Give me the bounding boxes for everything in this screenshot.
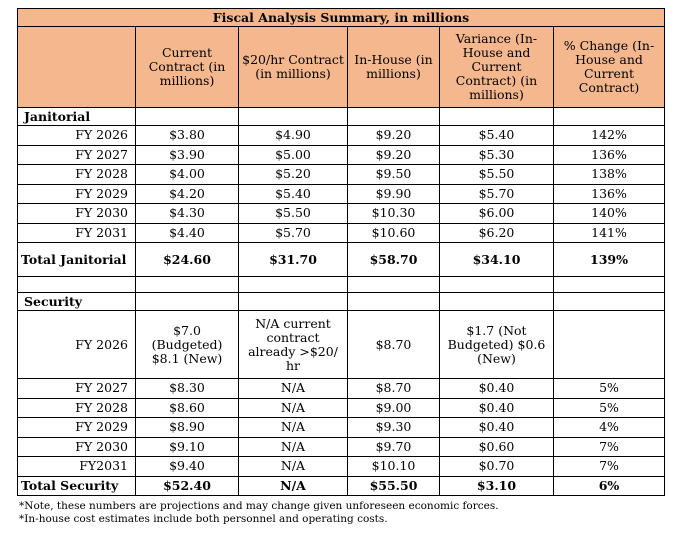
header-cell — [18, 27, 136, 108]
table-cell: $3.10 — [440, 476, 554, 496]
table-cell: $4.20 — [136, 184, 239, 204]
table-cell: $9.10 — [136, 437, 239, 457]
row-label: FY 2027 — [18, 145, 136, 165]
table-cell: 138% — [554, 165, 665, 185]
janitorial-row — [18, 184, 665, 204]
table-cell: N/A — [239, 418, 348, 438]
section-label: Security — [18, 293, 136, 311]
table-cell: $4.00 — [136, 165, 239, 185]
table-cell: $9.00 — [348, 398, 440, 418]
security-row — [18, 418, 665, 438]
table-cell: $5.50 — [239, 204, 348, 224]
table-cell: 136% — [554, 145, 665, 165]
table-cell: $9.90 — [348, 184, 440, 204]
title-row — [18, 9, 665, 27]
row-label: FY 2026 — [18, 311, 136, 379]
table-cell: $9.20 — [348, 145, 440, 165]
janitorial-row — [18, 126, 665, 146]
table-cell: $8.60 — [136, 398, 239, 418]
table-cell: $4.30 — [136, 204, 239, 224]
table-cell: $5.00 — [239, 145, 348, 165]
table-cell: $5.70 — [239, 223, 348, 243]
fiscal-analysis-table — [17, 8, 665, 496]
row-label: FY 2031 — [18, 223, 136, 243]
table-cell: $9.20 — [348, 126, 440, 146]
table-cell: 7% — [554, 437, 665, 457]
row-label: FY 2029 — [18, 184, 136, 204]
table-cell: $9.50 — [348, 165, 440, 185]
table-cell: $7.0 (Budgeted) $8.1 (New) — [136, 311, 239, 379]
table-cell — [554, 311, 665, 379]
table-cell: $5.50 — [440, 165, 554, 185]
header-cell: Variance (In-House and Current Contract) (in millions) — [440, 27, 554, 108]
table-cell: 140% — [554, 204, 665, 224]
table-cell: $8.70 — [348, 379, 440, 399]
janitorial-row — [18, 223, 665, 243]
security-row — [18, 379, 665, 399]
header-cell: % Change (In-House and Current Contract) — [554, 27, 665, 108]
table-cell: $0.70 — [440, 457, 554, 477]
header-cell: Current Contract (in millions) — [136, 27, 239, 108]
footnote: *In-house cost estimates include both personnel and operating costs. — [19, 513, 388, 525]
table-cell: 5% — [554, 398, 665, 418]
table-cell: $58.70 — [348, 243, 440, 277]
janitorial-row — [18, 204, 665, 224]
table-cell: $6.00 — [440, 204, 554, 224]
table-title: Fiscal Analysis Summary, in millions — [18, 9, 665, 27]
table-cell: $0.40 — [440, 398, 554, 418]
table-cell: 6% — [554, 476, 665, 496]
janitorial-rows — [18, 126, 665, 243]
table-cell: $0.60 — [440, 437, 554, 457]
table-cell: N/A — [239, 398, 348, 418]
row-label: FY 2026 — [18, 126, 136, 146]
table-cell: N/A — [239, 457, 348, 477]
table-cell: 142% — [554, 126, 665, 146]
header-cell: $20/hr Contract (in millions) — [239, 27, 348, 108]
table-cell: $9.70 — [348, 437, 440, 457]
table-cell: $5.40 — [239, 184, 348, 204]
security-rows — [18, 379, 665, 477]
fiscal-summary — [17, 8, 664, 526]
table-cell: 5% — [554, 379, 665, 399]
total-row-security — [18, 476, 665, 496]
security-row-fy2026 — [18, 311, 665, 379]
table-cell: $0.40 — [440, 379, 554, 399]
security-row — [18, 398, 665, 418]
table-cell: $5.30 — [440, 145, 554, 165]
footnotes — [17, 500, 664, 526]
table-cell: 136% — [554, 184, 665, 204]
footnote: *Note, these numbers are projections and may change given unforeseen economic forces. — [19, 500, 499, 512]
table-cell: $9.30 — [348, 418, 440, 438]
header-cell: In-House (in millions) — [348, 27, 440, 108]
table-cell: $10.30 — [348, 204, 440, 224]
row-label: FY 2030 — [18, 204, 136, 224]
table-cell: $4.40 — [136, 223, 239, 243]
table-cell: $5.70 — [440, 184, 554, 204]
table-cell: 139% — [554, 243, 665, 277]
row-label: FY 2027 — [18, 379, 136, 399]
table-cell: N/A current contract already >$20/ hr — [239, 311, 348, 379]
table-cell: $1.7 (Not Budgeted) $0.6 (New) — [440, 311, 554, 379]
table-cell: $31.70 — [239, 243, 348, 277]
table-cell: 141% — [554, 223, 665, 243]
row-label: FY 2029 — [18, 418, 136, 438]
table-cell: $9.40 — [136, 457, 239, 477]
table-cell: $52.40 — [136, 476, 239, 496]
section-row-security — [18, 293, 665, 311]
total-label: Total Security — [18, 476, 136, 496]
total-label: Total Janitorial — [18, 243, 136, 277]
spacer-row — [18, 277, 665, 293]
table-cell: 7% — [554, 457, 665, 477]
table-cell: $34.10 — [440, 243, 554, 277]
row-label: FY 2030 — [18, 437, 136, 457]
table-cell: $6.20 — [440, 223, 554, 243]
total-row-janitorial — [18, 243, 665, 277]
table-cell: $0.40 — [440, 418, 554, 438]
table-cell: 4% — [554, 418, 665, 438]
security-row — [18, 457, 665, 477]
table-cell: N/A — [239, 476, 348, 496]
table-cell: $5.20 — [239, 165, 348, 185]
table-cell: $55.50 — [348, 476, 440, 496]
janitorial-row — [18, 145, 665, 165]
table-cell: $24.60 — [136, 243, 239, 277]
table-cell: $8.90 — [136, 418, 239, 438]
table-cell: $10.10 — [348, 457, 440, 477]
table-cell: N/A — [239, 437, 348, 457]
row-label: FY2031 — [18, 457, 136, 477]
table-cell: $3.80 — [136, 126, 239, 146]
row-label: FY 2028 — [18, 165, 136, 185]
section-row-janitorial — [18, 108, 665, 126]
table-cell: $8.30 — [136, 379, 239, 399]
table-cell: $8.70 — [348, 311, 440, 379]
header-row — [18, 27, 665, 108]
table-cell: N/A — [239, 379, 348, 399]
table-cell: $10.60 — [348, 223, 440, 243]
security-row — [18, 437, 665, 457]
table-cell: $5.40 — [440, 126, 554, 146]
janitorial-row — [18, 165, 665, 185]
table-cell: $3.90 — [136, 145, 239, 165]
row-label: FY 2028 — [18, 398, 136, 418]
section-label: Janitorial — [18, 108, 136, 126]
table-cell: $4.90 — [239, 126, 348, 146]
